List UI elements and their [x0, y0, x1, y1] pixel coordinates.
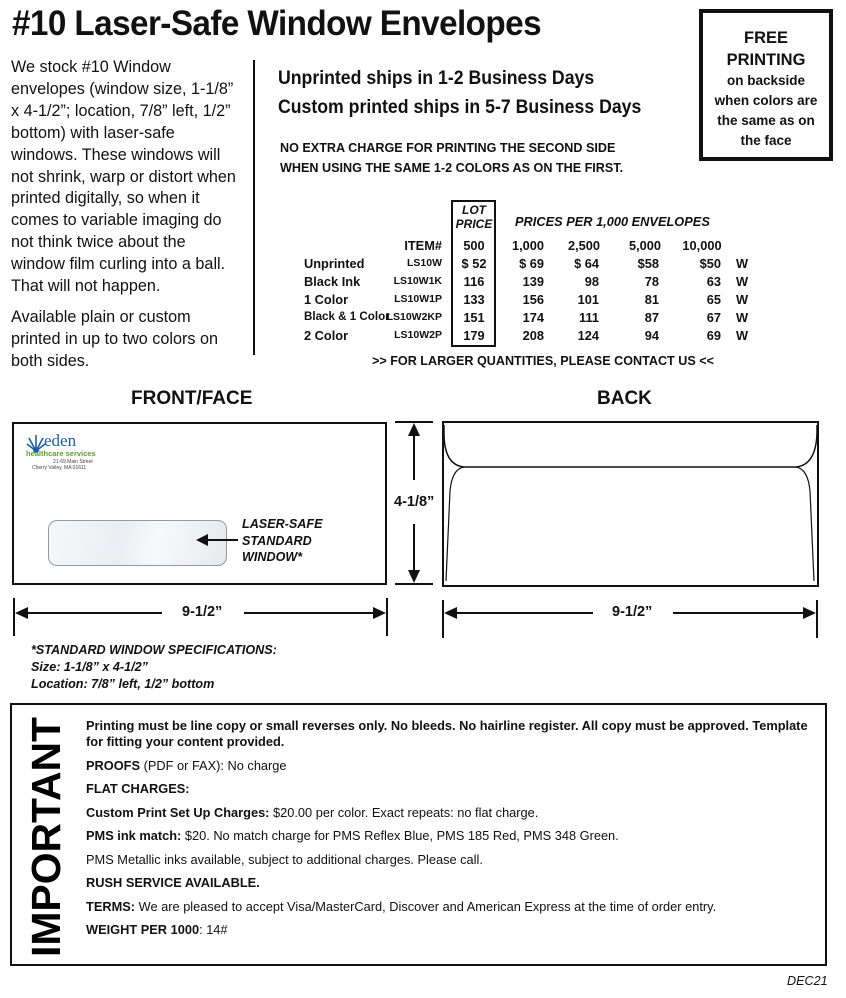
window-label-line-1: LASER-SAFE [242, 517, 323, 531]
table-cell-price: 151 [463, 310, 485, 325]
pms-text: $20. No match charge for PMS Reflex Blue, PMS 185 Red, PMS 348 Green. [181, 828, 619, 843]
price-label: PRICE [455, 217, 493, 231]
metallic-inks-line: PMS Metallic inks available, subject to additional charges. Please call. [86, 851, 483, 867]
table-row-name: Black & 1 Color [304, 310, 390, 323]
table-row-item: LS10W [406, 257, 442, 269]
free-printing-box [699, 9, 833, 161]
back-width-label: 9-1/2” [612, 604, 653, 620]
front-width-label: 9-1/2” [182, 604, 223, 620]
table-cell-price: 179 [463, 328, 485, 343]
table-cell-flag: W [736, 310, 749, 325]
table-row-name: Unprinted [304, 256, 365, 271]
specs-location: Location: 7/8” left, 1/2” bottom [31, 677, 215, 691]
larger-quantities-contact: >> FOR LARGER QUANTITIES, PLEASE CONTACT US << [372, 354, 714, 368]
table-cell-price: 116 [463, 274, 485, 289]
company-logo [26, 433, 116, 473]
table-row-item: LS10W1K [393, 275, 442, 287]
table-row-name: 2 Color [304, 328, 349, 343]
table-cell-price: $58 [637, 256, 659, 271]
important-label [16, 714, 72, 960]
column-divider [253, 60, 255, 355]
table-cell-price: 98 [584, 274, 599, 289]
free-label [703, 27, 829, 71]
setup-charges-line [86, 805, 811, 821]
prices-per-thousand-label: PRICES PER 1,000 ENVELOPES [515, 214, 710, 229]
page-title: #10 Laser-Safe Window Envelopes [12, 4, 542, 43]
qty-header: 5,000 [628, 238, 662, 253]
table-row-name: Black Ink [304, 274, 361, 289]
setup-label: Custom Print Set Up Charges: [86, 804, 270, 820]
table-row-item: LS10W2KP [386, 311, 442, 323]
flat-charges-label: FLAT CHARGES: [86, 781, 190, 796]
print-requirements: Printing must be line copy or small reverses only. No bleeds. No hairline register. All copy must be approved. Template for fitting your content provided. [86, 718, 808, 749]
weight-label: WEIGHT PER 1000 [86, 922, 200, 937]
pms-match-line [86, 828, 811, 844]
shipping-info [278, 64, 641, 122]
qty-header: 500 [463, 238, 485, 253]
table-cell-price: 156 [522, 292, 544, 307]
rush-label: RUSH SERVICE AVAILABLE. [86, 875, 260, 890]
table-cell-flag: W [736, 292, 749, 307]
table-row-item: LS10W2P [394, 329, 442, 341]
table-cell-price: 124 [577, 328, 599, 343]
table-cell-price: 174 [522, 310, 544, 325]
table-cell-price: 65 [706, 292, 721, 307]
availability-paragraph: Available plain or custom printed in up to two colors on both sides. [11, 307, 218, 370]
table-cell-price: 111 [579, 310, 599, 325]
free-line-6: the face [740, 133, 792, 148]
table-cell-price: 139 [522, 274, 544, 289]
logo-address-line-2: Cherry Valley, MA 01611 [32, 465, 87, 471]
intro-paragraph: We stock #10 Window envelopes (window size, 1-1/8” x 4-1/2”; location, 7/8” left, 1/2” bottom) with laser-safe windows. These windows will not shrink, warp or distort when printed digitally, so when it comes to variable imaging do not think twice about the window film curling into a ball. That will not happen. [11, 58, 236, 296]
free-line-1: FREE [743, 29, 788, 47]
table-cell-price: $ 69 [519, 256, 544, 271]
window-specifications [31, 642, 277, 693]
window-label-line-3: WINDOW* [242, 550, 303, 564]
table-row-item: LS10W1P [394, 293, 442, 305]
qty-header: 2,500 [567, 238, 601, 253]
lot-label: LOT [462, 203, 486, 217]
table-cell-flag: W [736, 274, 749, 289]
proofs-label: PROOFS [86, 757, 141, 773]
table-cell-price: $50 [699, 256, 721, 271]
front-face-heading: FRONT/FACE [131, 388, 253, 409]
weight-line [86, 922, 811, 938]
logo-tagline: healthcare services [26, 449, 96, 458]
table-cell-flag: W [736, 328, 749, 343]
item-header: ITEM# [404, 238, 442, 253]
no-charge-line-2: WHEN USING THE SAME 1-2 COLORS AS ON THE FIRST. [280, 161, 624, 175]
laser-safe-window-label [242, 516, 322, 566]
table-cell-price: 63 [706, 274, 721, 289]
window-label-line-2: STANDARD [242, 533, 312, 548]
table-cell-price: 81 [644, 292, 659, 307]
table-cell-price: 87 [644, 310, 659, 325]
weight-text: : 14# [199, 922, 228, 937]
no-extra-charge-note [280, 138, 623, 178]
shipping-unprinted: Unprinted ships in 1-2 Business Days [278, 68, 595, 89]
intro-text [11, 57, 243, 382]
free-line-3: on backside [726, 73, 806, 88]
important-text: IMPORTANT [23, 716, 69, 957]
table-cell-price: 94 [644, 328, 659, 343]
arrow-left-icon [196, 532, 240, 548]
qty-header: 10,000 [682, 238, 722, 253]
back-heading: BACK [597, 388, 652, 409]
specs-size: Size: 1-1/8” x 4-1/2” [31, 660, 148, 674]
table-cell-price: 67 [706, 310, 721, 325]
pms-label: PMS ink match: [86, 828, 182, 843]
table-cell-price: $ 64 [574, 256, 599, 271]
terms-text: We are pleased to accept Visa/MasterCard, Discover and American Express at the time of order entry. [135, 898, 717, 914]
table-cell-price: 101 [577, 292, 599, 307]
rush-service-line [86, 875, 811, 891]
important-details [86, 718, 811, 946]
flat-charges-heading [86, 781, 811, 797]
table-row-name: 1 Color [304, 292, 349, 307]
no-charge-line-1: NO EXTRA CHARGE FOR PRINTING THE SECOND SIDE [280, 141, 616, 155]
proofs-text: (PDF or FAX): No charge [140, 757, 287, 773]
free-line-2: PRINTING [726, 51, 806, 69]
table-cell-price: 78 [644, 274, 659, 289]
qty-header: 1,000 [511, 238, 545, 253]
setup-text: $20.00 per color. Exact repeats: no flat charge. [269, 804, 539, 820]
document-code: DEC21 [787, 974, 828, 988]
back-envelope [442, 421, 819, 587]
terms-line [86, 899, 811, 915]
logo-address-line-1: 21-69 Main Street [53, 459, 93, 465]
table-cell-price: 133 [463, 292, 485, 307]
free-line-5: the same as on [717, 113, 815, 128]
specs-heading: *STANDARD WINDOW SPECIFICATIONS: [31, 643, 277, 657]
terms-label: TERMS: [86, 898, 136, 914]
proofs-line [86, 758, 811, 774]
table-cell-price: 69 [706, 328, 721, 343]
free-line-4: when colors are [714, 93, 818, 108]
lot-price-label [452, 203, 496, 231]
table-cell-flag: W [736, 256, 749, 271]
table-cell-price: 208 [522, 328, 544, 343]
free-details [703, 71, 829, 151]
height-dimension-label: 4-1/8” [394, 494, 435, 510]
logo-wordmark: eden [44, 431, 77, 450]
table-cell-price: $ 52 [461, 256, 487, 271]
shipping-custom: Custom printed ships in 5-7 Business Days [278, 97, 642, 118]
